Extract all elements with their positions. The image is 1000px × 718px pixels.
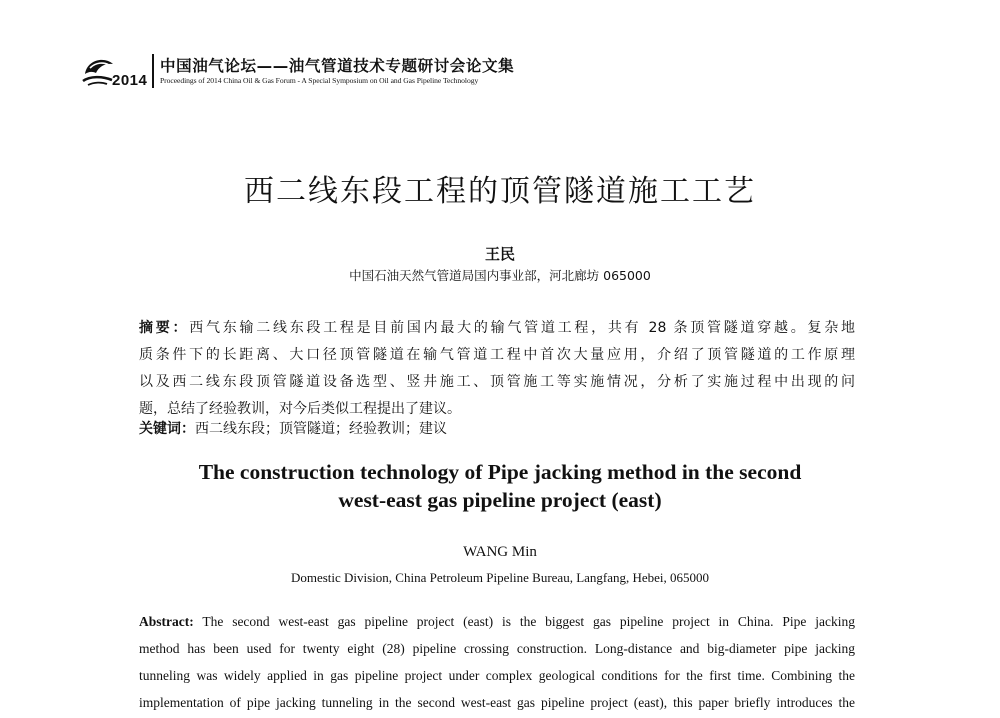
affiliation-cn: 中国石油天然气管道局国内事业部，河北廊坊 065000	[349, 268, 651, 283]
conference-logo-icon	[82, 54, 116, 86]
abstract-en-line: implementation of pipe jacking tunneling in the second west-east gas pipeline project (east), this paper briefly introduces the	[139, 695, 855, 710]
keywords-cn-label: 关键词：	[139, 421, 195, 437]
abstract-cn-label: 摘要：	[139, 320, 190, 336]
keywords-cn	[139, 418, 447, 438]
affiliation-en: Domestic Division, China Petroleum Pipeline Bureau, Langfang, Hebei, 065000	[290, 570, 710, 585]
abstract-en-line: method has been used for twenty eight (28) pipeline crossing construction. Long-distance and big-diameter pipe jacking	[139, 641, 855, 656]
abstract-cn-line: 质条件下的长距离、大口径顶管隧道在输气管道工程中首次大量应用，介绍了顶管隧道的工作原理	[139, 347, 855, 363]
paper-title-en-line: The construction technology of Pipe jacking method in the second	[198, 460, 802, 484]
abstract-cn-line: 摘要：西气东输二线东段工程是目前国内最大的输气管道工程，共有 28 条顶管隧道穿越。复杂地	[139, 320, 855, 336]
keywords-cn-text: 西二线东段；顶管隧道；经验教训；建议	[195, 421, 447, 437]
author-cn: 王民	[484, 245, 515, 263]
abstract-cn-line: 以及西二线东段顶管隧道设备选型、竖井施工、顶管施工等实施情况，分析了实施过程中出现的问	[139, 374, 855, 390]
abstract-cn	[139, 315, 855, 423]
abstract-en	[139, 608, 855, 716]
abstract-en-label: Abstract:	[139, 614, 194, 629]
abstract-en-line: Abstract: The second west-east gas pipeline project (east) is the biggest gas pipeline project in China. Pipe jacking	[139, 614, 855, 629]
paper-title-cn: 西二线东段工程的顶管隧道施工工艺	[244, 174, 756, 209]
header-year: 2014	[112, 72, 148, 89]
header-divider	[152, 54, 154, 88]
abstract-cn-line: 题，总结了经验教训，对今后类似工程提出了建议。	[139, 401, 461, 417]
paper-title-en	[0, 458, 1000, 514]
conference-title-en: Proceedings of 2014 China Oil & Gas Forum - A Special Symposium on Oil and Gas Pipeline Technology	[160, 76, 479, 85]
abstract-en-line: tunneling was widely applied in gas pipeline project under complex geological conditions for the first time. Combining the	[139, 668, 855, 683]
paper-title-en-line: west-east gas pipeline project (east)	[338, 488, 662, 512]
author-en: WANG Min	[463, 544, 537, 560]
conference-title-cn: 中国油气论坛——油气管道技术专题研讨会论文集	[160, 57, 515, 75]
